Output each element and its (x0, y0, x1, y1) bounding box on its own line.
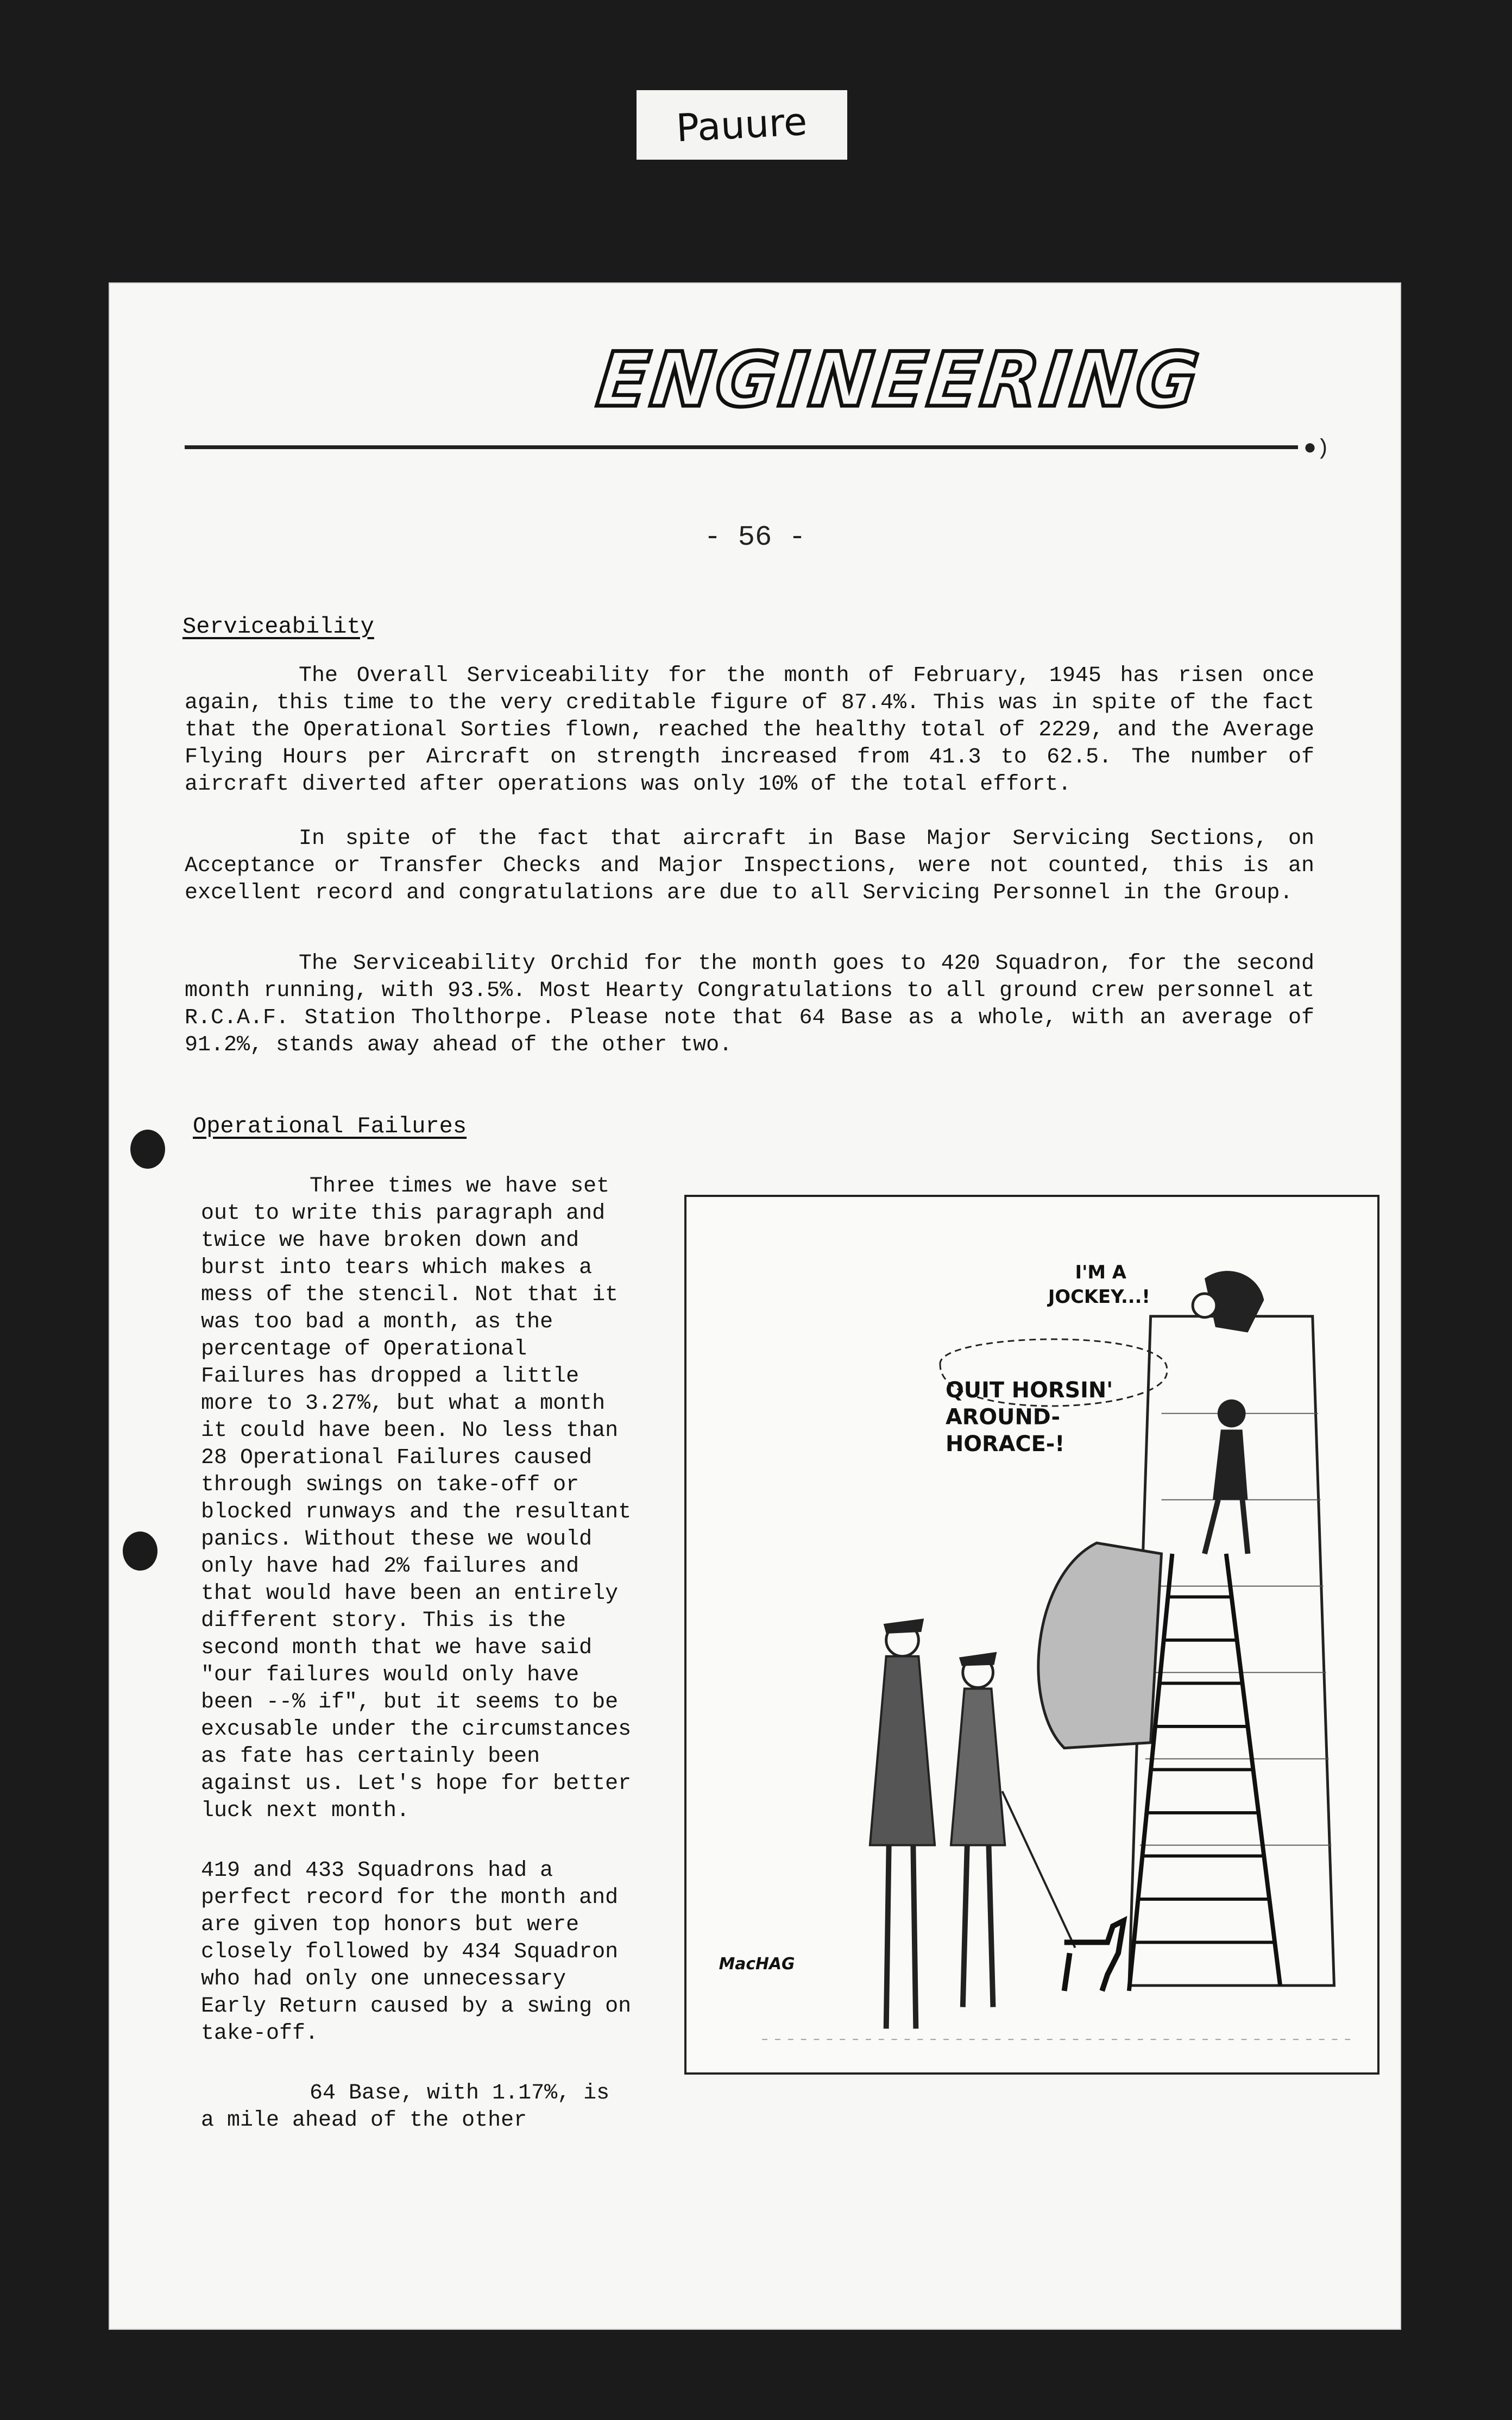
cartoon-illustration (684, 1195, 1379, 2075)
section-heading-operational-failures: Operational Failures (193, 1113, 467, 1139)
operational-failures-paragraph-3: 64 Base, with 1.17%, is a mile ahead of the other (201, 2081, 610, 2133)
operational-failures-paragraph-2: 419 and 433 Squadrons had a perfect record for the month and are given top honors but were closely followed by 434 Squadron who had only one unnecessary Early Return caused by a swing on take-off. (201, 1858, 632, 2046)
speech-man-line-1: QUIT HORSIN' (946, 1377, 1113, 1403)
cartoon-drawing (686, 1197, 1377, 2072)
section-heading-serviceability: Serviceability (182, 614, 374, 640)
speech-jockey-line-2: JOCKEY...! (1048, 1285, 1150, 1307)
punch-hole (130, 1130, 165, 1169)
speech-jockey-line-1: I'M A (1075, 1262, 1126, 1283)
cartoon-signature: MacHAG (719, 1955, 795, 1974)
operational-failures-column (201, 1173, 635, 2167)
punch-hole (123, 1532, 158, 1571)
operational-failures-paragraph-1: Three times we have set out to write this paragraph and twice we have broken down and burst into tears which makes a mess of the stencil. Not that it was too bad a month, as the percentage of Operational Failures has dropped a little more to 3.27%, but what a month it could have been. No less than 28 Operational Failures caused through swings on take-off or blocked runways and the resultant panics. Without these we would only have had 2% failures and that would have been an entirely different story. This is the second month that we have said "our failures would only have been --% if", but it seems to be excusable under the circumstances as fate has certainly been against us. Let's hope for better luck next month. (201, 1174, 632, 1823)
page-number: - 56 - (704, 521, 806, 553)
archive-tag (637, 90, 847, 160)
speech-man-line-2: AROUND- (946, 1404, 1060, 1430)
speech-man-line-3: HORACE-! (946, 1432, 1065, 1457)
serviceability-paragraph-3: The Serviceability Orchid for the month goes to 420 Squadron, for the second month running, with 93.5%. Most Hearty Congratulations to all ground crew personnel at R.C.A.F. Station Tholthorpe. Please note that 64 Base as a whole, with an average of 91.2%, stands away ahead of the other two. (185, 951, 1314, 1057)
document-page (109, 282, 1401, 2330)
serviceability-paragraph-2: In spite of the fact that aircraft in Base Major Servicing Sections, on Acceptance or Transfer Checks and Major Inspections, were not counted, this is an excellent record and congratulations are due to all Servicing Personnel in the Group. (185, 827, 1314, 905)
archive-tag-label: Pauure (675, 99, 809, 151)
masthead-rule (185, 445, 1298, 449)
rule-end-mark: ●) (1303, 437, 1330, 461)
serviceability-paragraph-1: The Overall Serviceability for the month of February, 1945 has risen once again, this time to the very creditable figure of 87.4%. This was in spite of the fact that the Operational Sorties flown, reached the healthy total of 2229, and the Average Flying Hours per Aircraft on strength increased from 41.3 to 62.5. The number of aircraft diverted after operations was only 10% of the total effort. (185, 664, 1314, 797)
masthead-title: ENGINEERING (593, 336, 1205, 424)
